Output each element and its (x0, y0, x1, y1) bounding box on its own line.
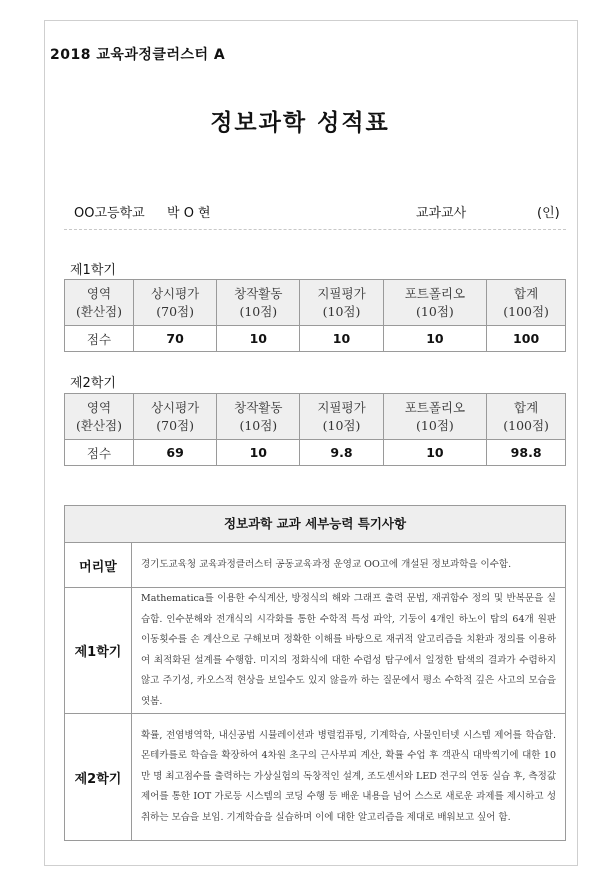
teacher-label: 교과교사 (416, 206, 467, 221)
col-portfolio: 포트폴리오 (10점) (383, 280, 487, 326)
grade-header-row (65, 394, 566, 440)
document-title: 정보과학 성적표 (210, 110, 390, 136)
score-row (65, 326, 566, 352)
score-portfolio: 10 (383, 326, 487, 352)
preface-row (65, 543, 565, 587)
semester-1-notes-label: 제1학기 (65, 588, 132, 713)
score-total: 98.8 (487, 440, 566, 466)
col-regular-eval: 상시평가 (70점) (134, 280, 217, 326)
col-total: 합계 (100점) (487, 394, 566, 440)
score-label: 점수 (65, 440, 134, 466)
semester-2-notes-label: 제2학기 (65, 714, 132, 840)
score-label: 점수 (65, 326, 134, 352)
divider (64, 229, 566, 230)
score-creative: 10 (217, 326, 300, 352)
semester-2-notes-text: 확률, 전염병역학, 내신공법 시뮬레이션과 병렬컴퓨팅, 기계학습, 사물인터넷 시스템 제어를 학습함. 몬테카를로 학습을 확장하여 4차원 초구의 근사부피 계산, 확률 수업 후 객관식 대박찍기에 대한 10만 명 최고점수를 출력하는 가상실험의 독창적인 설계, 조도센서와 LED 전구의 연동 실습 후, 측정값 제어를 통한 IOT 가로등 시스템의 코딩 수행 등 배운 내용을 넘어 스스로 새로운 과제를 제시하고 성취하는 모습을 보임. 기계학습을 실습하며 이에 대한 알고리즘을 제대로 배워보고 싶어 함. (141, 729, 556, 823)
semester-1-grade-table (64, 279, 566, 352)
col-area: 영역 (환산점) (65, 280, 134, 326)
col-regular-eval: 상시평가 (70점) (134, 394, 217, 440)
semester-1-label: 제1학기 (70, 263, 116, 278)
school-name: OO고등학교 (74, 206, 145, 221)
grade-header-row (65, 280, 566, 326)
col-creative: 창작활동 (10점) (217, 394, 300, 440)
semester-2-notes-row (65, 713, 565, 840)
score-regular-eval: 69 (134, 440, 217, 466)
score-row (65, 440, 566, 466)
score-written: 9.8 (300, 440, 383, 466)
score-written: 10 (300, 326, 383, 352)
score-creative: 10 (217, 440, 300, 466)
student-name: 박 O 현 (167, 206, 211, 221)
col-total: 합계 (100점) (487, 280, 566, 326)
seal-mark: (인) (537, 206, 560, 221)
semester-1-notes-row (65, 587, 565, 713)
semester-1-notes-text: Mathematica를 이용한 수식계산, 방정식의 해와 그래프 출력 문법, 재귀함수 정의 및 반복문을 실습함. 인수분해와 전개식의 시각화를 통한 수학적 특성 파악, 기둥이 4개인 하노이 탑의 64개 원판 이동횟수를 손 계산으로 구해보며 정확한 이해를 바탕으로 재귀적 알고리즘을 치환과 정의를 이용하여 최적화된 설계를 수행함. 미지의 정화식에 대한 수렴성 탐구에서 일정한 탐색의 결과가 수렴하지 않고 주기성, 카오스적 현상을 보일수도 있지 않을까 하는 질문에서 평소 수학적 깊은 사고의 모습을 엿봄. (141, 593, 556, 707)
semester-2-grade-table (64, 393, 566, 466)
ability-notes-table (64, 505, 566, 841)
score-regular-eval: 70 (134, 326, 217, 352)
preface-label: 머리말 (65, 543, 132, 587)
col-written: 지필평가 (10점) (300, 280, 383, 326)
col-creative: 창작활동 (10점) (217, 280, 300, 326)
preface-text: 경기도교육청 교육과정클러스터 공동교육과정 운영교 OO고에 개설된 정보과학을 이수함. (141, 558, 512, 570)
ability-notes-title: 정보과학 교과 세부능력 특기사항 (65, 506, 565, 543)
semester-2-label: 제2학기 (70, 376, 116, 391)
score-portfolio: 10 (383, 440, 487, 466)
col-portfolio: 포트폴리오 (10점) (383, 394, 487, 440)
col-area: 영역 (환산점) (65, 394, 134, 440)
cluster-header: 2018 교육과정클러스터 A (50, 47, 226, 63)
col-written: 지필평가 (10점) (300, 394, 383, 440)
score-total: 100 (487, 326, 566, 352)
